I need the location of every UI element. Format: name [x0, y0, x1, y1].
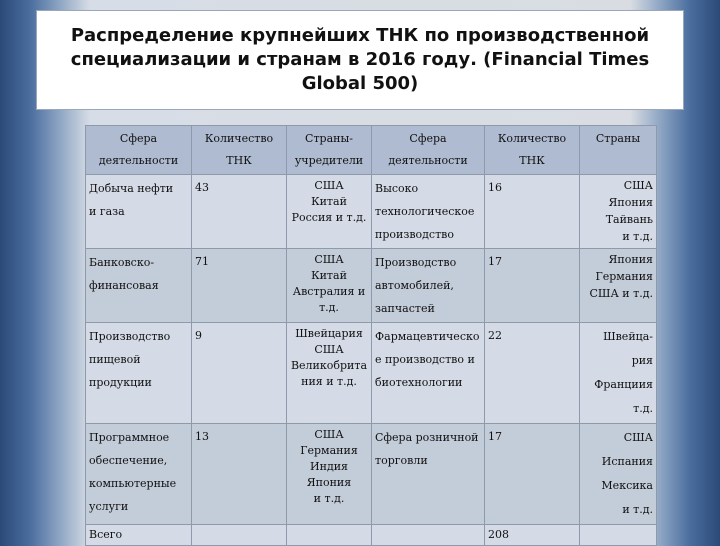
table-row	[86, 249, 657, 323]
cell-line: Сфера розничной	[375, 431, 479, 444]
cell-line: ния и т.д.	[301, 375, 357, 388]
cell-line: США	[314, 179, 344, 192]
tnc-table	[85, 125, 657, 546]
cell-line: США	[623, 179, 653, 192]
cell-line: деятельности	[388, 154, 468, 167]
sphere-cell	[86, 175, 192, 249]
cell-line: Швейца-	[603, 330, 653, 343]
countries-cell	[580, 249, 657, 323]
cell-line: США	[623, 431, 653, 444]
table-body	[86, 126, 657, 546]
cell-line: Япония	[608, 196, 653, 209]
cell-line: финансовая	[89, 279, 159, 292]
sphere-cell	[372, 249, 485, 323]
count-cell: 16	[485, 175, 580, 249]
cell-line: т.д.	[319, 301, 339, 314]
cell-line: Германия	[300, 444, 358, 457]
cell-line: Япония	[608, 253, 653, 266]
cell-line: Швейцария	[295, 327, 363, 340]
cell-line: Китай	[311, 195, 347, 208]
cell-line: торговли	[375, 454, 428, 467]
cell-line: компьютерные	[89, 477, 177, 490]
cell-line: Россия и т.д.	[291, 211, 367, 224]
cell-line: автомобилей,	[375, 279, 454, 292]
countries-cell	[287, 424, 372, 525]
cell-line: ТНК	[519, 154, 545, 167]
slide-title: Распределение крупнейших ТНК по производственной специализации и странам в 2016 году. (Financial Times Global 500)	[70, 25, 650, 94]
total-empty-cell	[192, 525, 287, 546]
sphere-cell	[372, 424, 485, 525]
cell-line: США и т.д.	[589, 287, 653, 300]
count-cell: 9	[192, 323, 287, 424]
header-cell	[86, 126, 192, 175]
cell-line: Австралия и	[292, 285, 366, 298]
table-container	[85, 125, 656, 546]
cell-line: услуги	[89, 500, 129, 513]
countries-cell	[580, 424, 657, 525]
countries-cell	[580, 323, 657, 424]
count-cell: 43	[192, 175, 287, 249]
title-box	[36, 10, 684, 110]
cell-line: Программное	[89, 431, 170, 444]
count-cell: 13	[192, 424, 287, 525]
header-cell	[192, 126, 287, 175]
cell-line: Производство	[89, 330, 171, 343]
sphere-cell	[372, 323, 485, 424]
sphere-cell	[372, 175, 485, 249]
header-cell	[287, 126, 372, 175]
cell-line: ТНК	[226, 154, 252, 167]
header-cell	[485, 126, 580, 175]
total-count: 208	[485, 525, 580, 546]
cell-line: е производство и	[375, 353, 475, 366]
sphere-cell	[86, 249, 192, 323]
cell-line: обеспечение,	[89, 454, 168, 467]
cell-line: Мексика	[601, 479, 653, 492]
header-cell	[580, 126, 657, 175]
countries-cell	[287, 249, 372, 323]
cell-line: Испания	[601, 455, 653, 468]
cell-line: США	[314, 253, 344, 266]
cell-line: продукции	[89, 376, 152, 389]
cell-line: Великобрита	[290, 359, 368, 372]
cell-line: т.д.	[633, 402, 653, 415]
cell-line: Добыча нефти	[89, 182, 174, 195]
cell-line: и т.д.	[622, 230, 653, 243]
header-cell	[372, 126, 485, 175]
cell-line: Япония	[306, 476, 352, 489]
total-empty-cell	[580, 525, 657, 546]
countries-cell	[287, 175, 372, 249]
total-empty-cell	[287, 525, 372, 546]
cell-line: Германия	[595, 270, 653, 283]
cell-line: Сфера	[409, 132, 447, 145]
cell-line: Франциия	[594, 378, 653, 391]
cell-line: Количество	[204, 132, 274, 145]
total-row	[86, 525, 657, 546]
table-row	[86, 175, 657, 249]
cell-line: рия	[631, 354, 653, 367]
cell-line: Китай	[311, 269, 347, 282]
cell-line: США	[314, 343, 344, 356]
cell-line: США	[314, 428, 344, 441]
cell-line: Высоко	[375, 182, 419, 195]
count-cell: 17	[485, 424, 580, 525]
count-cell: 22	[485, 323, 580, 424]
cell-line: Страны-	[305, 132, 353, 145]
cell-line: Сфера	[119, 132, 158, 145]
cell-line: учредители	[294, 154, 364, 167]
total-empty-cell	[372, 525, 485, 546]
sphere-cell	[86, 424, 192, 525]
countries-cell	[287, 323, 372, 424]
count-cell: 71	[192, 249, 287, 323]
cell-line: пищевой	[89, 353, 141, 366]
cell-line: и т.д.	[622, 503, 653, 516]
table-row	[86, 424, 657, 525]
countries-cell	[580, 175, 657, 249]
cell-line: запчастей	[375, 302, 435, 315]
cell-line: Производство	[375, 256, 457, 269]
cell-line: Тайвань	[605, 213, 653, 226]
cell-line: Фармацевтическо	[375, 330, 480, 343]
cell-line: биотехнологии	[375, 376, 463, 389]
sphere-cell	[86, 323, 192, 424]
cell-line: Банковско-	[89, 256, 155, 269]
header-row	[86, 126, 657, 175]
cell-line: Индия	[310, 460, 348, 473]
count-cell: 17	[485, 249, 580, 323]
cell-line: и газа	[89, 205, 125, 218]
cell-line: технологическое	[375, 205, 475, 218]
cell-line: и т.д.	[313, 492, 345, 505]
cell-line: Страны	[595, 132, 641, 145]
cell-line: Количество	[497, 132, 567, 145]
total-label: Всего	[86, 525, 192, 546]
cell-line: производство	[375, 228, 454, 241]
cell-line: деятельности	[98, 154, 179, 167]
table-row	[86, 323, 657, 424]
